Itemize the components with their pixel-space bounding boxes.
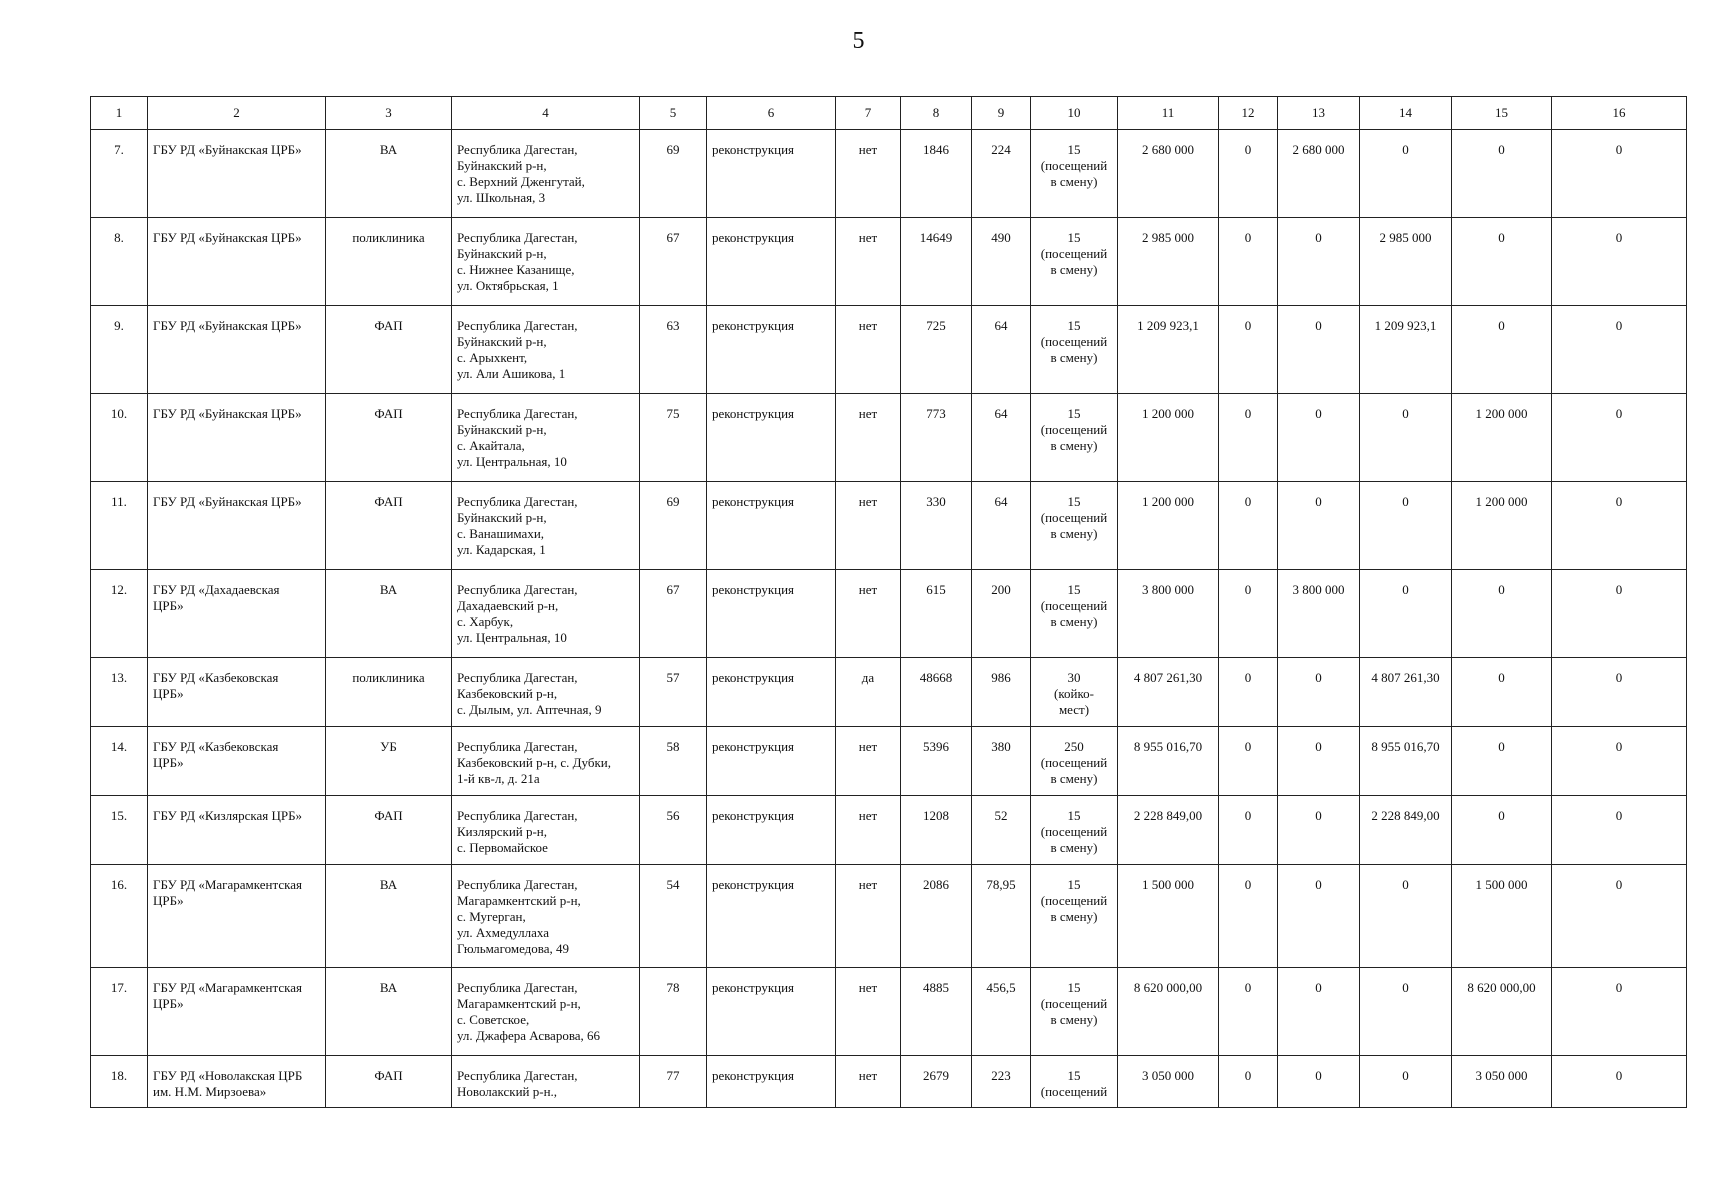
column-header-6: 6: [707, 97, 836, 130]
cell-work-type: реконструкция: [707, 482, 836, 570]
cell-col-7-flag: нет: [836, 218, 901, 306]
cell-col-14-value: 1 209 923,1: [1360, 306, 1452, 394]
cell-address: Республика Дагестан, Кизлярский р-н, с. Первомайское: [452, 796, 640, 865]
column-header-10: 10: [1031, 97, 1118, 130]
table-row: [91, 306, 1687, 394]
table-row: [91, 570, 1687, 658]
table-row: [91, 796, 1687, 865]
column-header-2: 2: [148, 97, 326, 130]
column-header-12: 12: [1219, 97, 1278, 130]
cell-col-9-value: 490: [972, 218, 1031, 306]
cell-row-number: 7.: [91, 130, 148, 218]
cell-col-12-value: 0: [1219, 796, 1278, 865]
cell-col-16-value: 0: [1552, 306, 1687, 394]
cell-address: Республика Дагестан, Магарамкентский р-н, с. Мугерган, ул. Ахмедуллаха Гюльмагомедова, 49: [452, 865, 640, 968]
cell-col-12-value: 0: [1219, 727, 1278, 796]
cell-address: Республика Дагестан, Казбековский р-н, с. Дылым, ул. Аптечная, 9: [452, 658, 640, 727]
cell-col-12-value: 0: [1219, 482, 1278, 570]
cell-col-14-value: 0: [1360, 482, 1452, 570]
cell-col-15-value: 0: [1452, 306, 1552, 394]
data-table: [90, 96, 1687, 1108]
cell-facility-type: ФАП: [326, 482, 452, 570]
column-header-9: 9: [972, 97, 1031, 130]
cell-col-13-value: 0: [1278, 394, 1360, 482]
header-row: [91, 97, 1687, 130]
cell-col-7-flag: нет: [836, 394, 901, 482]
table-row: [91, 865, 1687, 968]
cell-col-13-value: 2 680 000: [1278, 130, 1360, 218]
cell-facility-type: ВА: [326, 968, 452, 1056]
cell-col-8-value: 48668: [901, 658, 972, 727]
column-header-4: 4: [452, 97, 640, 130]
cell-col-8-value: 615: [901, 570, 972, 658]
cell-address: Республика Дагестан, Магарамкентский р-н, с. Советское, ул. Джафера Асварова, 66: [452, 968, 640, 1056]
cell-col-5-value: 54: [640, 865, 707, 968]
cell-col-15-value: 8 620 000,00: [1452, 968, 1552, 1056]
cell-facility-type: ФАП: [326, 1056, 452, 1108]
cell-col-16-value: 0: [1552, 658, 1687, 727]
cell-total-cost: 8 620 000,00: [1118, 968, 1219, 1056]
cell-total-cost: 3 800 000: [1118, 570, 1219, 658]
cell-col-8-value: 14649: [901, 218, 972, 306]
cell-institution: ГБУ РД «Кизлярская ЦРБ»: [148, 796, 326, 865]
cell-row-number: 16.: [91, 865, 148, 968]
cell-total-cost: 8 955 016,70: [1118, 727, 1219, 796]
cell-institution: ГБУ РД «Буйнакская ЦРБ»: [148, 130, 326, 218]
cell-capacity: 15 (посещений в смену): [1031, 130, 1118, 218]
cell-col-7-flag: нет: [836, 482, 901, 570]
cell-col-16-value: 0: [1552, 218, 1687, 306]
cell-col-13-value: 0: [1278, 482, 1360, 570]
cell-institution: ГБУ РД «Казбековская ЦРБ»: [148, 658, 326, 727]
cell-work-type: реконструкция: [707, 394, 836, 482]
cell-col-5-value: 56: [640, 796, 707, 865]
cell-address: Республика Дагестан, Буйнакский р-н, с. Арыхкент, ул. Али Ашикова, 1: [452, 306, 640, 394]
cell-col-13-value: 0: [1278, 865, 1360, 968]
cell-row-number: 15.: [91, 796, 148, 865]
cell-institution: ГБУ РД «Магарамкентская ЦРБ»: [148, 865, 326, 968]
cell-capacity: 15 (посещений в смену): [1031, 968, 1118, 1056]
column-header-1: 1: [91, 97, 148, 130]
cell-col-16-value: 0: [1552, 130, 1687, 218]
cell-col-9-value: 986: [972, 658, 1031, 727]
cell-facility-type: ВА: [326, 570, 452, 658]
cell-col-14-value: 0: [1360, 968, 1452, 1056]
cell-col-15-value: 0: [1452, 218, 1552, 306]
cell-col-7-flag: нет: [836, 865, 901, 968]
cell-col-9-value: 456,5: [972, 968, 1031, 1056]
cell-facility-type: ФАП: [326, 796, 452, 865]
cell-col-13-value: 0: [1278, 1056, 1360, 1108]
cell-row-number: 17.: [91, 968, 148, 1056]
cell-col-12-value: 0: [1219, 394, 1278, 482]
cell-facility-type: ВА: [326, 865, 452, 968]
cell-col-7-flag: нет: [836, 306, 901, 394]
cell-col-13-value: 0: [1278, 658, 1360, 727]
cell-col-9-value: 52: [972, 796, 1031, 865]
cell-facility-type: ФАП: [326, 306, 452, 394]
cell-total-cost: 4 807 261,30: [1118, 658, 1219, 727]
cell-work-type: реконструкция: [707, 218, 836, 306]
cell-work-type: реконструкция: [707, 1056, 836, 1108]
cell-facility-type: ВА: [326, 130, 452, 218]
cell-institution: ГБУ РД «Новолакская ЦРБ им. Н.М. Мирзоева»: [148, 1056, 326, 1108]
cell-col-14-value: 0: [1360, 570, 1452, 658]
cell-col-14-value: 0: [1360, 1056, 1452, 1108]
column-header-14: 14: [1360, 97, 1452, 130]
cell-capacity: 15 (посещений в смену): [1031, 570, 1118, 658]
cell-work-type: реконструкция: [707, 865, 836, 968]
cell-institution: ГБУ РД «Буйнакская ЦРБ»: [148, 306, 326, 394]
column-header-13: 13: [1278, 97, 1360, 130]
cell-total-cost: 1 500 000: [1118, 865, 1219, 968]
cell-col-16-value: 0: [1552, 796, 1687, 865]
cell-col-12-value: 0: [1219, 218, 1278, 306]
cell-col-12-value: 0: [1219, 865, 1278, 968]
column-header-3: 3: [326, 97, 452, 130]
cell-facility-type: ФАП: [326, 394, 452, 482]
cell-work-type: реконструкция: [707, 968, 836, 1056]
cell-row-number: 12.: [91, 570, 148, 658]
cell-col-7-flag: нет: [836, 1056, 901, 1108]
cell-col-7-flag: нет: [836, 130, 901, 218]
cell-col-15-value: 0: [1452, 130, 1552, 218]
cell-row-number: 8.: [91, 218, 148, 306]
cell-col-7-flag: да: [836, 658, 901, 727]
cell-col-8-value: 2086: [901, 865, 972, 968]
cell-col-16-value: 0: [1552, 570, 1687, 658]
cell-col-13-value: 0: [1278, 306, 1360, 394]
cell-col-8-value: 1208: [901, 796, 972, 865]
cell-total-cost: 1 200 000: [1118, 482, 1219, 570]
cell-col-14-value: 0: [1360, 865, 1452, 968]
cell-total-cost: 2 228 849,00: [1118, 796, 1219, 865]
cell-work-type: реконструкция: [707, 306, 836, 394]
cell-capacity: 30 (койко- мест): [1031, 658, 1118, 727]
cell-institution: ГБУ РД «Буйнакская ЦРБ»: [148, 482, 326, 570]
cell-col-14-value: 0: [1360, 394, 1452, 482]
cell-col-16-value: 0: [1552, 482, 1687, 570]
column-header-16: 16: [1552, 97, 1687, 130]
cell-col-14-value: 8 955 016,70: [1360, 727, 1452, 796]
cell-col-9-value: 224: [972, 130, 1031, 218]
cell-col-9-value: 200: [972, 570, 1031, 658]
cell-col-9-value: 223: [972, 1056, 1031, 1108]
cell-total-cost: 3 050 000: [1118, 1056, 1219, 1108]
cell-col-14-value: 2 228 849,00: [1360, 796, 1452, 865]
cell-col-7-flag: нет: [836, 796, 901, 865]
cell-capacity: 15 (посещений в смену): [1031, 218, 1118, 306]
column-header-5: 5: [640, 97, 707, 130]
cell-facility-type: УБ: [326, 727, 452, 796]
cell-work-type: реконструкция: [707, 658, 836, 727]
cell-col-14-value: 2 985 000: [1360, 218, 1452, 306]
cell-work-type: реконструкция: [707, 727, 836, 796]
cell-capacity: 15 (посещений в смену): [1031, 482, 1118, 570]
cell-col-12-value: 0: [1219, 658, 1278, 727]
cell-capacity: 15 (посещений в смену): [1031, 865, 1118, 968]
cell-col-8-value: 5396: [901, 727, 972, 796]
table-row: [91, 727, 1687, 796]
cell-col-5-value: 75: [640, 394, 707, 482]
cell-col-5-value: 58: [640, 727, 707, 796]
cell-institution: ГБУ РД «Буйнакская ЦРБ»: [148, 218, 326, 306]
table-row: [91, 218, 1687, 306]
cell-row-number: 9.: [91, 306, 148, 394]
cell-capacity: 15 (посещений в смену): [1031, 796, 1118, 865]
cell-col-9-value: 78,95: [972, 865, 1031, 968]
cell-col-8-value: 330: [901, 482, 972, 570]
cell-work-type: реконструкция: [707, 570, 836, 658]
cell-total-cost: 2 680 000: [1118, 130, 1219, 218]
cell-col-14-value: 0: [1360, 130, 1452, 218]
cell-col-15-value: 0: [1452, 658, 1552, 727]
table-row: [91, 968, 1687, 1056]
cell-col-9-value: 64: [972, 306, 1031, 394]
cell-facility-type: поликлиника: [326, 658, 452, 727]
cell-address: Республика Дагестан, Буйнакский р-н, с. Нижнее Казанище, ул. Октябрьская, 1: [452, 218, 640, 306]
cell-col-15-value: 0: [1452, 796, 1552, 865]
cell-col-12-value: 0: [1219, 306, 1278, 394]
cell-col-13-value: 0: [1278, 968, 1360, 1056]
cell-address: Республика Дагестан, Буйнакский р-н, с. Ванашимахи, ул. Кадарская, 1: [452, 482, 640, 570]
cell-col-5-value: 77: [640, 1056, 707, 1108]
cell-col-5-value: 78: [640, 968, 707, 1056]
table-row: [91, 658, 1687, 727]
cell-col-16-value: 0: [1552, 394, 1687, 482]
cell-col-12-value: 0: [1219, 968, 1278, 1056]
cell-col-15-value: 1 500 000: [1452, 865, 1552, 968]
table-row: [91, 130, 1687, 218]
cell-col-12-value: 0: [1219, 1056, 1278, 1108]
cell-col-9-value: 64: [972, 482, 1031, 570]
table-row: [91, 482, 1687, 570]
cell-col-13-value: 3 800 000: [1278, 570, 1360, 658]
cell-col-5-value: 57: [640, 658, 707, 727]
cell-address: Республика Дагестан, Буйнакский р-н, с. Верхний Дженгутай, ул. Школьная, 3: [452, 130, 640, 218]
cell-row-number: 13.: [91, 658, 148, 727]
cell-row-number: 18.: [91, 1056, 148, 1108]
page-number: 5: [852, 28, 865, 54]
cell-col-12-value: 0: [1219, 130, 1278, 218]
cell-col-13-value: 0: [1278, 727, 1360, 796]
cell-col-13-value: 0: [1278, 218, 1360, 306]
cell-col-12-value: 0: [1219, 570, 1278, 658]
cell-institution: ГБУ РД «Дахадаевская ЦРБ»: [148, 570, 326, 658]
cell-col-8-value: 1846: [901, 130, 972, 218]
column-header-15: 15: [1452, 97, 1552, 130]
cell-col-5-value: 69: [640, 130, 707, 218]
cell-col-16-value: 0: [1552, 727, 1687, 796]
cell-col-8-value: 4885: [901, 968, 972, 1056]
cell-address: Республика Дагестан, Буйнакский р-н, с. Акайтала, ул. Центральная, 10: [452, 394, 640, 482]
cell-col-5-value: 69: [640, 482, 707, 570]
cell-col-9-value: 64: [972, 394, 1031, 482]
cell-col-9-value: 380: [972, 727, 1031, 796]
column-header-8: 8: [901, 97, 972, 130]
cell-col-7-flag: нет: [836, 570, 901, 658]
cell-col-7-flag: нет: [836, 968, 901, 1056]
cell-col-8-value: 773: [901, 394, 972, 482]
cell-capacity: 15 (посещений: [1031, 1056, 1118, 1108]
table-row: [91, 394, 1687, 482]
cell-institution: ГБУ РД «Буйнакская ЦРБ»: [148, 394, 326, 482]
table-body: [91, 130, 1687, 1108]
cell-col-15-value: 3 050 000: [1452, 1056, 1552, 1108]
cell-col-8-value: 725: [901, 306, 972, 394]
cell-col-13-value: 0: [1278, 796, 1360, 865]
cell-facility-type: поликлиника: [326, 218, 452, 306]
cell-institution: ГБУ РД «Магарамкентская ЦРБ»: [148, 968, 326, 1056]
cell-col-16-value: 0: [1552, 968, 1687, 1056]
column-header-11: 11: [1118, 97, 1219, 130]
cell-capacity: 15 (посещений в смену): [1031, 306, 1118, 394]
cell-address: Республика Дагестан, Новолакский р-н.,: [452, 1056, 640, 1108]
cell-row-number: 14.: [91, 727, 148, 796]
cell-row-number: 11.: [91, 482, 148, 570]
cell-total-cost: 1 209 923,1: [1118, 306, 1219, 394]
cell-capacity: 250 (посещений в смену): [1031, 727, 1118, 796]
cell-col-15-value: 0: [1452, 727, 1552, 796]
cell-work-type: реконструкция: [707, 796, 836, 865]
cell-capacity: 15 (посещений в смену): [1031, 394, 1118, 482]
table-row: [91, 1056, 1687, 1108]
cell-col-15-value: 0: [1452, 570, 1552, 658]
cell-row-number: 10.: [91, 394, 148, 482]
cell-col-7-flag: нет: [836, 727, 901, 796]
cell-col-5-value: 67: [640, 570, 707, 658]
cell-address: Республика Дагестан, Дахадаевский р-н, с. Харбук, ул. Центральная, 10: [452, 570, 640, 658]
cell-total-cost: 1 200 000: [1118, 394, 1219, 482]
cell-col-5-value: 63: [640, 306, 707, 394]
cell-work-type: реконструкция: [707, 130, 836, 218]
cell-institution: ГБУ РД «Казбековская ЦРБ»: [148, 727, 326, 796]
cell-col-5-value: 67: [640, 218, 707, 306]
cell-col-15-value: 1 200 000: [1452, 482, 1552, 570]
cell-total-cost: 2 985 000: [1118, 218, 1219, 306]
cell-col-16-value: 0: [1552, 865, 1687, 968]
cell-col-8-value: 2679: [901, 1056, 972, 1108]
cell-col-16-value: 0: [1552, 1056, 1687, 1108]
cell-col-15-value: 1 200 000: [1452, 394, 1552, 482]
cell-col-14-value: 4 807 261,30: [1360, 658, 1452, 727]
column-header-7: 7: [836, 97, 901, 130]
cell-address: Республика Дагестан, Казбековский р-н, с. Дубки, 1-й кв-л, д. 21а: [452, 727, 640, 796]
